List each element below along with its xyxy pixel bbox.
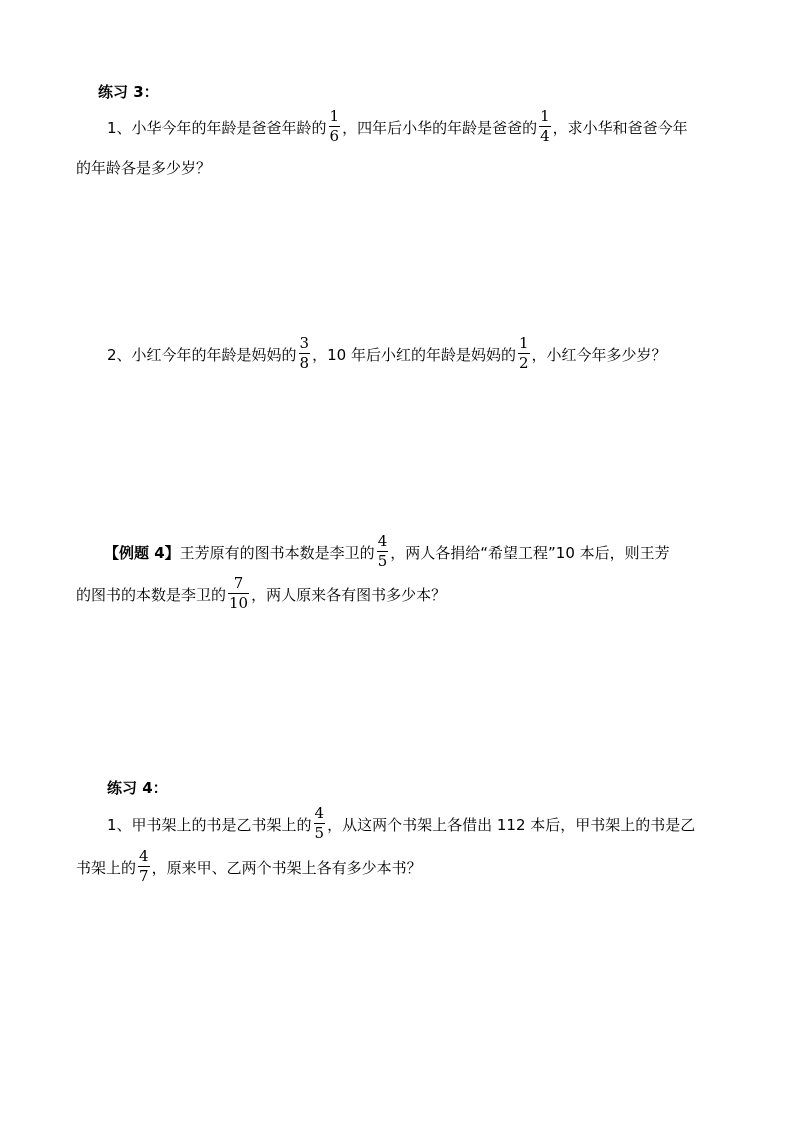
fraction	[299, 335, 311, 372]
fraction-denominator: 7	[139, 867, 149, 885]
practice-3-question-1-line-1	[107, 108, 688, 148]
question-text: 2、小红今年的年龄是妈妈的	[107, 346, 297, 364]
question-text: ，两人原来各有图书多少本？	[251, 586, 447, 604]
question-text: ，小红今年多少岁？	[531, 346, 667, 364]
question-text: 书架上的	[76, 859, 137, 877]
fraction-denominator: 5	[377, 552, 388, 570]
fraction-denominator: 2	[518, 354, 529, 372]
question-text: ，四年后小华的年龄是爸爸的	[342, 119, 538, 137]
question-text: ，10 年后小红的年龄是妈妈的	[312, 346, 516, 364]
practice-4-question-1-line-2	[76, 848, 422, 888]
question-text: ，求小华和爸爸今年	[552, 119, 688, 137]
fraction-denominator: 4	[540, 127, 550, 145]
question-text: ，两人各捐给“希望工程”10 本后，则王芳	[390, 544, 670, 562]
practice-3-heading: 练习 3：	[98, 83, 159, 101]
example-4-line-1	[104, 533, 670, 573]
fraction-numerator: 7	[228, 575, 249, 594]
example-4-label: 【例题 4】	[104, 544, 180, 562]
fraction-numerator: 1	[329, 107, 340, 125]
fraction-numerator: 1	[540, 107, 550, 125]
practice-3-question-2	[107, 335, 667, 375]
fraction-numerator: 1	[518, 334, 529, 352]
question-text: 王芳原有的图书本数是李卫的	[179, 544, 375, 562]
fraction-numerator: 4	[314, 804, 325, 822]
question-text: ，从这两个书架上各借出 112 本后，甲书架上的书是乙	[327, 816, 696, 834]
question-text: 的年龄各是多少岁？	[76, 159, 212, 177]
practice-4-heading: 练习 4：	[107, 779, 168, 797]
fraction	[138, 848, 150, 885]
fraction	[314, 805, 326, 842]
fraction-numerator: 4	[139, 847, 149, 865]
fraction	[377, 533, 389, 570]
fraction-denominator: 10	[229, 594, 249, 612]
fraction-denominator: 8	[299, 354, 310, 372]
fraction-numerator: 3	[299, 334, 310, 352]
fraction	[329, 108, 341, 145]
question-text: 1、小华今年的年龄是爸爸年龄的	[107, 119, 327, 137]
example-4-line-2	[76, 575, 446, 615]
question-text: 1、甲书架上的书是乙书架上的	[107, 816, 312, 834]
practice-3-question-1-line-2	[76, 148, 211, 188]
fraction-denominator: 6	[329, 127, 340, 145]
fraction	[228, 575, 249, 612]
practice-4-question-1-line-1	[107, 805, 695, 845]
fraction-numerator: 4	[377, 532, 388, 550]
question-text: ，原来甲、乙两个书架上各有多少本书？	[151, 859, 422, 877]
question-text: 的图书的本数是李卫的	[76, 586, 227, 604]
fraction-denominator: 5	[314, 824, 325, 842]
fraction	[518, 335, 530, 372]
fraction	[539, 108, 551, 145]
